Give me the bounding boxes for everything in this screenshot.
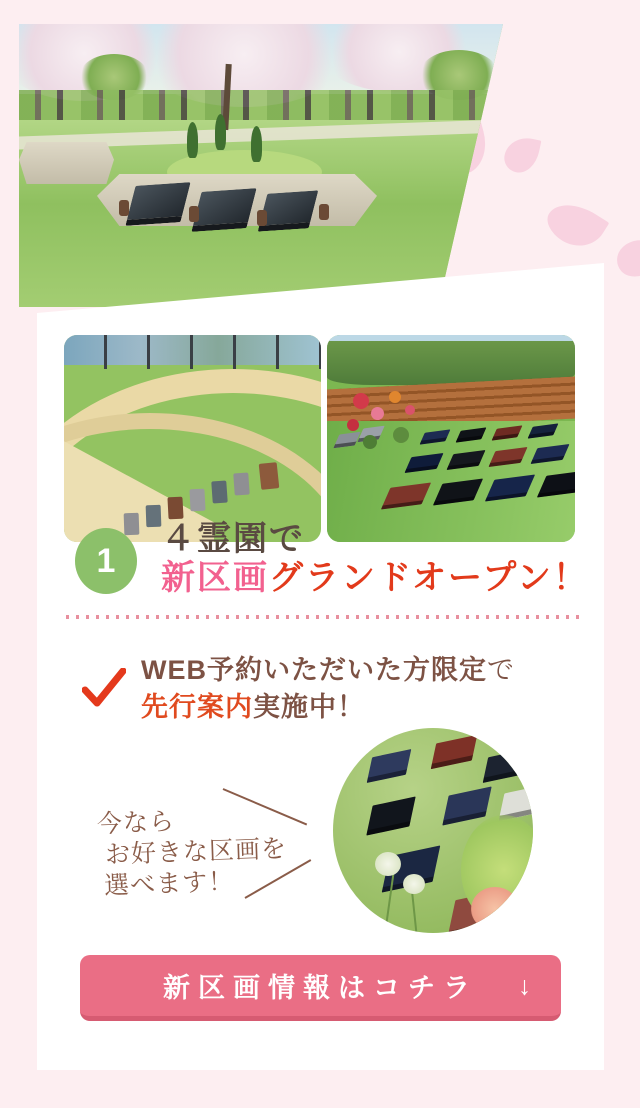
handwritten-line3: 選べます！ xyxy=(103,867,235,901)
rose-flower xyxy=(371,407,384,420)
new-plots-info-button-label: 新区画情報はコチラ xyxy=(163,973,478,1003)
rose-flower xyxy=(389,391,401,403)
peach-flower-blob xyxy=(471,887,519,931)
section-title-line2-rest: グランドオープン！ xyxy=(269,559,589,597)
gravestone-shape xyxy=(191,188,256,232)
offer-line1-tail: で xyxy=(487,655,515,685)
item-number-badge xyxy=(75,528,137,594)
grave-plot-shape xyxy=(431,735,478,769)
stone-pillar xyxy=(189,206,199,222)
stone-planter xyxy=(19,142,114,184)
gravestone-shape xyxy=(124,513,140,536)
sakura-petal-icon xyxy=(541,193,610,257)
fence-posts xyxy=(64,335,321,369)
stone-pillar xyxy=(319,204,329,220)
handwritten-line1: 今なら xyxy=(96,807,176,839)
dotted-divider xyxy=(66,615,580,619)
offer-line1-strong: WEB予約いただいた方限定 xyxy=(141,655,487,685)
gravestone-shape xyxy=(167,497,183,520)
section-title-line2 xyxy=(161,559,589,598)
photo-lawn-cemetery xyxy=(64,335,321,542)
rose-flower xyxy=(347,419,359,431)
cypress-shrub xyxy=(251,126,262,162)
offer-line2-rest: 実施中！ xyxy=(253,692,365,722)
rose-flower xyxy=(363,435,377,449)
hero-cemetery-photo xyxy=(19,24,503,307)
offer-line1 xyxy=(141,652,515,689)
check-icon xyxy=(82,668,126,713)
down-arrow-icon: ↓ xyxy=(518,970,531,1000)
carnation-flower xyxy=(375,852,401,876)
new-plots-info-button[interactable] xyxy=(80,955,561,1021)
offer-line2 xyxy=(141,689,515,726)
section-title-line2-em: 新区画 xyxy=(161,559,269,597)
sakura-petal-icon xyxy=(502,134,542,176)
cypress-shrub xyxy=(215,114,226,150)
gravestone-shape xyxy=(189,489,205,512)
section-title-line1: ４霊園で xyxy=(161,520,305,558)
sakura-petal-icon xyxy=(610,229,640,287)
rose-flower xyxy=(393,427,409,443)
carnation-flower xyxy=(403,874,425,894)
rose-flower xyxy=(353,393,369,409)
stone-pillar xyxy=(257,210,267,226)
section-title xyxy=(161,520,589,598)
photo-gravestone-rows xyxy=(327,335,575,542)
gravestone-shape xyxy=(125,182,190,226)
offer-text xyxy=(141,652,515,726)
offer-line2-em: 先行案内 xyxy=(141,692,253,722)
gravestone-shape xyxy=(259,462,280,490)
item-number: 1 xyxy=(96,541,116,580)
distant-graves xyxy=(19,90,503,120)
photo-grave-plots-circle xyxy=(333,728,533,933)
grave-plot-shape xyxy=(366,796,415,835)
grave-plot-shape xyxy=(367,749,412,783)
gravestone-shape xyxy=(146,505,162,528)
stone-pillar xyxy=(119,200,129,216)
gravestone-shape xyxy=(233,473,249,496)
handwritten-line2: お好きな区画を xyxy=(104,834,288,870)
gravestone-shape xyxy=(211,481,227,504)
cypress-shrub xyxy=(187,122,198,158)
rose-flower xyxy=(405,405,415,415)
